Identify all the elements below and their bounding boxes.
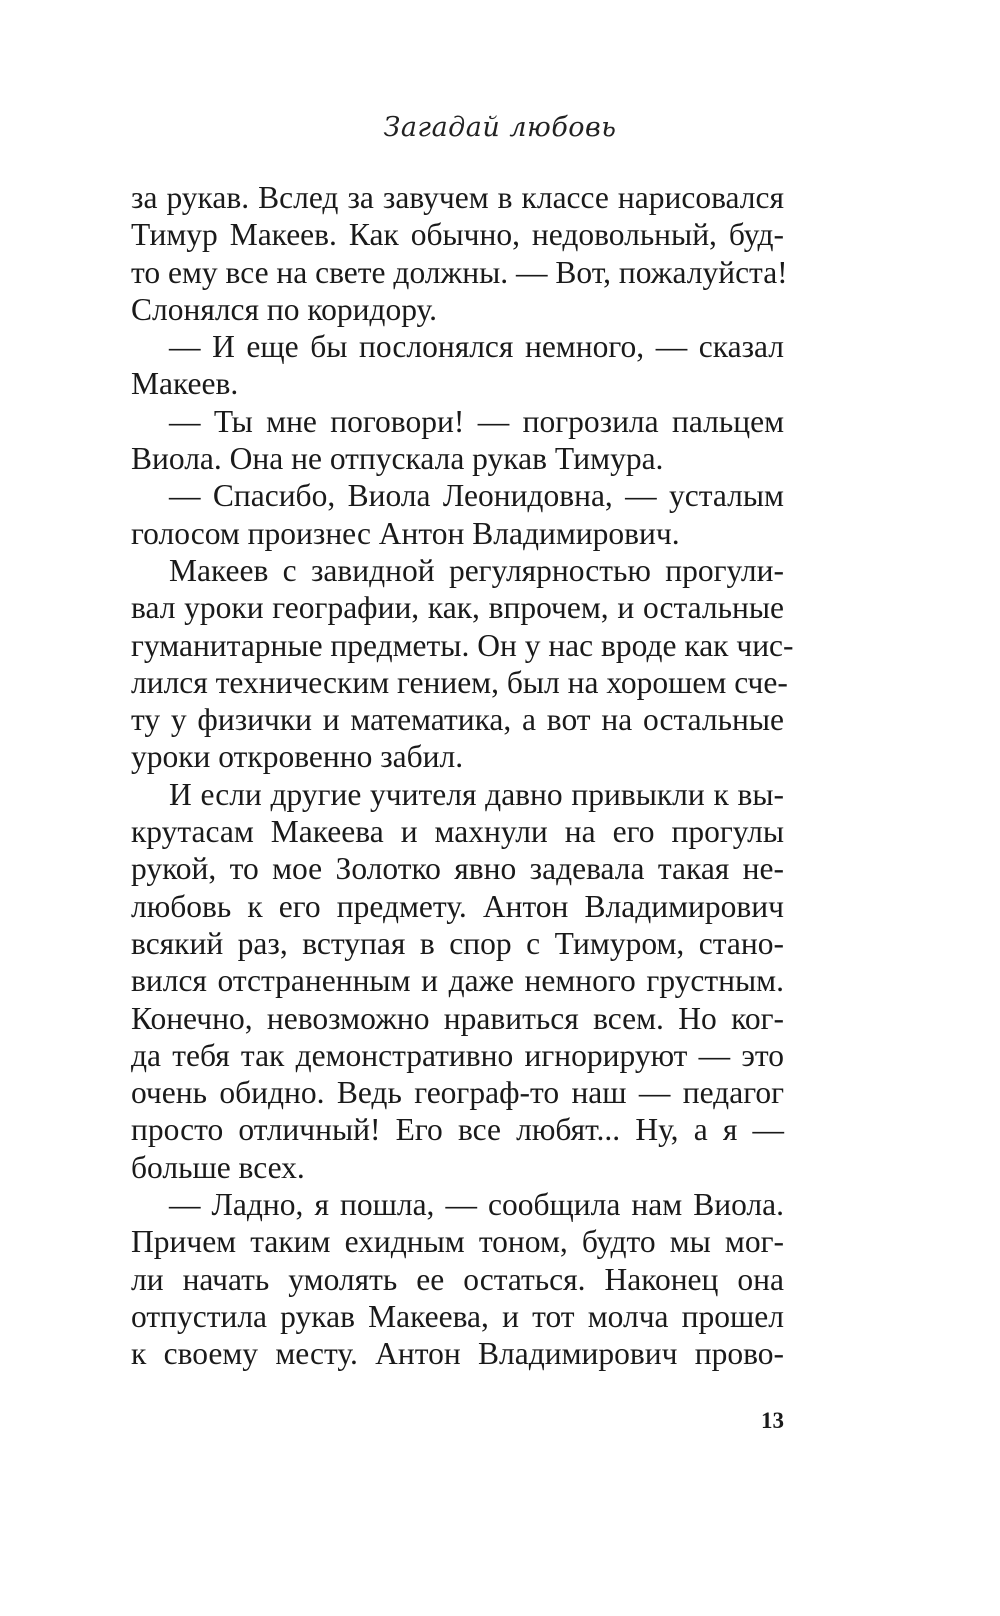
text-line: ту у физички и математика, а вот на остальные [131, 702, 784, 738]
text-line: — Ладно, я пошла, — сообщила нам Виола. [169, 1187, 784, 1223]
text-line: за рукав. Вслед за завучем в классе нарисовался [131, 180, 784, 215]
text-line: лился техническим гением, был на хорошем сче- [131, 664, 788, 700]
text-line: к своему месту. Антон Владимирович прово- [131, 1336, 784, 1372]
text-line: ли начать умолять ее остаться. Наконец она [131, 1261, 784, 1297]
text-line: Виола. Она не отпускала рукав Тимура. [131, 441, 664, 477]
text-line: гуманитарные предметы. Он у нас вроде как чис- [131, 627, 794, 663]
text-line: то ему все на свете должны. — Вот, пожалуйста! [131, 254, 788, 290]
text-line: Слонялся по коридору. [131, 291, 438, 327]
text-line: уроки откровенно забил. [131, 739, 464, 775]
page-number: 13 [761, 1408, 784, 1433]
text-line: вал уроки географии, как, впрочем, и остальные [131, 590, 784, 626]
text-line: больше всех. [131, 1149, 305, 1185]
text-line: голосом произнес Антон Владимирович. [131, 515, 680, 551]
text-line: всякий раз, вступая в спор с Тимуром, стано- [131, 925, 784, 961]
text-line: — Ты мне поговори! — погрозила пальцем [169, 403, 784, 439]
text-line: — Спасибо, Виола Леонидовна, — усталым [169, 478, 784, 514]
text-line: просто отличный! Его все любят... Ну, а я — [131, 1112, 784, 1148]
text-line: Макеев с завидной регулярностью прогули- [169, 552, 784, 588]
text-line: крутасам Макеева и махнули на его прогулы [131, 814, 784, 850]
text-line: очень обидно. Ведь географ-то наш — педагог [131, 1075, 784, 1111]
running-head: Загадай любовь [383, 112, 617, 143]
text-line: да тебя так демонстративно игнорируют — это [131, 1037, 784, 1073]
text-line: И если другие учителя давно привыкли к вы- [169, 776, 784, 812]
text-line: Причем таким ехидным тоном, будто мы мог- [131, 1224, 784, 1260]
text-line: отпустила рукав Макеева, и тот молча прошел [131, 1298, 784, 1334]
text-line: Тимур Макеев. Как обычно, недовольный, буд- [131, 217, 784, 253]
text-line: Макеев. [131, 366, 239, 402]
text-line: вился отстраненным и даже немного грустным. [131, 963, 784, 999]
text-line: рукой, то мое Золотко явно задевала такая не- [131, 851, 784, 887]
body-text [131, 179, 794, 1373]
text-line: любовь к его предмету. Антон Владимирович [131, 888, 784, 924]
text-line: Конечно, невозможно нравиться всем. Но ког- [131, 1000, 784, 1036]
text-line: — И еще бы послонялся немного, — сказал [169, 329, 784, 365]
